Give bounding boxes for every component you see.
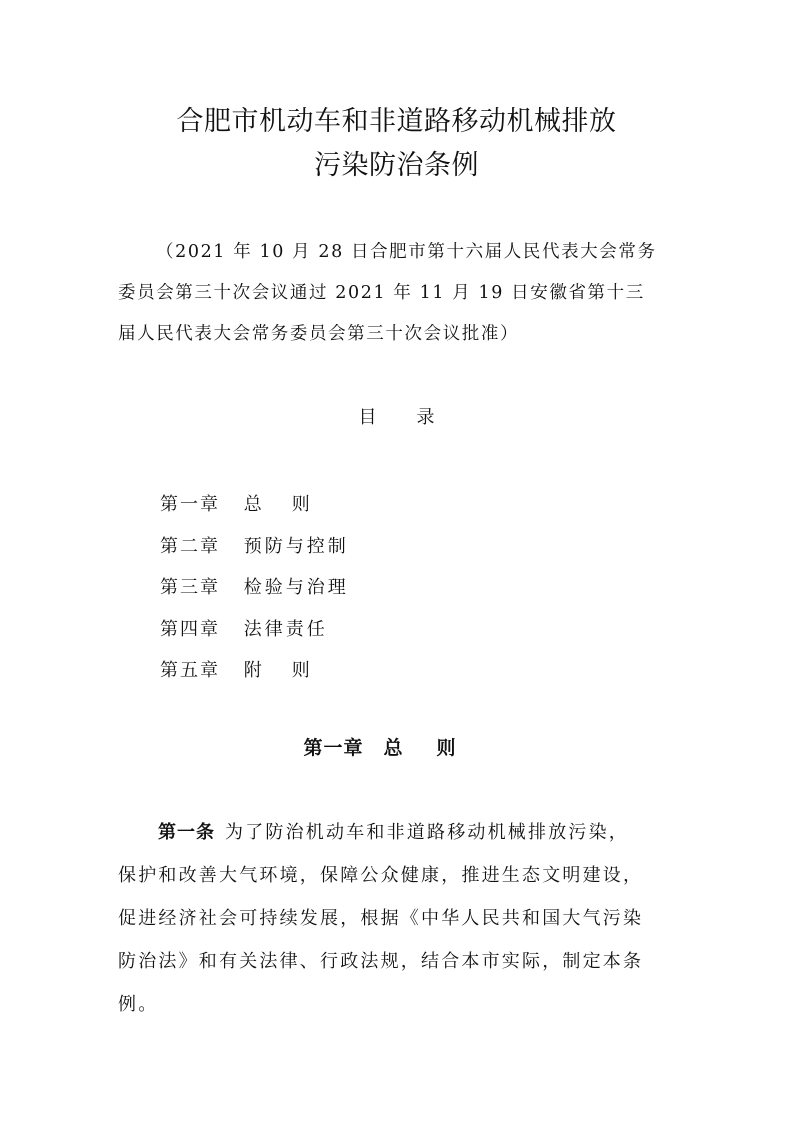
toc-chapter-name: 检验与治理 [243,577,349,598]
toc-chapter-name: 总则 [243,494,340,515]
toc-item [160,484,349,526]
adoption-note-line-1: （2021 年 10 月 28 日合肥市第十六届人民代表大会常务 [156,242,657,262]
toc-item [160,526,349,568]
table-of-contents-title: 目录 [358,407,475,428]
table-of-contents [160,484,349,692]
toc-chapter-number: 第四章 [160,618,220,640]
toc-item [160,609,349,651]
article-text: 为了防治机动车和非道路移动机械排放污染， [225,822,629,843]
toc-chapter-name: 预防与控制 [243,535,349,557]
article-line: 保护和改善大气环境，保障公众健康，推进生态文明建设， [118,865,644,886]
toc-chapter-number: 第一章 [160,494,220,515]
chapter-heading [0,733,793,760]
article-label: 第一条 [158,822,215,843]
toc-item [160,567,349,609]
adoption-note-line-3: 届人民代表大会常务委员会第三十次会议批准） [118,324,520,344]
toc-chapter-name: 附则 [243,660,340,681]
article-1 [118,811,688,1026]
document-title-line-2: 污染防治条例 [314,150,479,181]
toc-chapter-number: 第三章 [160,577,220,598]
chapter-name: 总则 [383,737,490,759]
document-title-line-1: 合肥市机动车和非道路移动机械排放 [176,106,617,137]
toc-item [160,650,349,692]
article-line: 防治法》和有关法律、行政法规，结合本市实际，制定本条 [118,951,644,972]
adoption-note [118,232,678,355]
adoption-note-line-2: 委员会第三十次会议通过 2021 年 11 月 19 日安徽省第十三 [118,283,645,303]
toc-chapter-name: 法律责任 [243,618,328,640]
article-line: 例。 [118,994,159,1015]
toc-chapter-number: 第五章 [160,660,220,681]
chapter-number: 第一章 [303,737,364,759]
toc-chapter-number: 第二章 [160,535,220,557]
article-line: 促进经济社会可持续发展，根据《中华人民共和国大气污染 [118,908,644,929]
article-line [118,811,688,854]
